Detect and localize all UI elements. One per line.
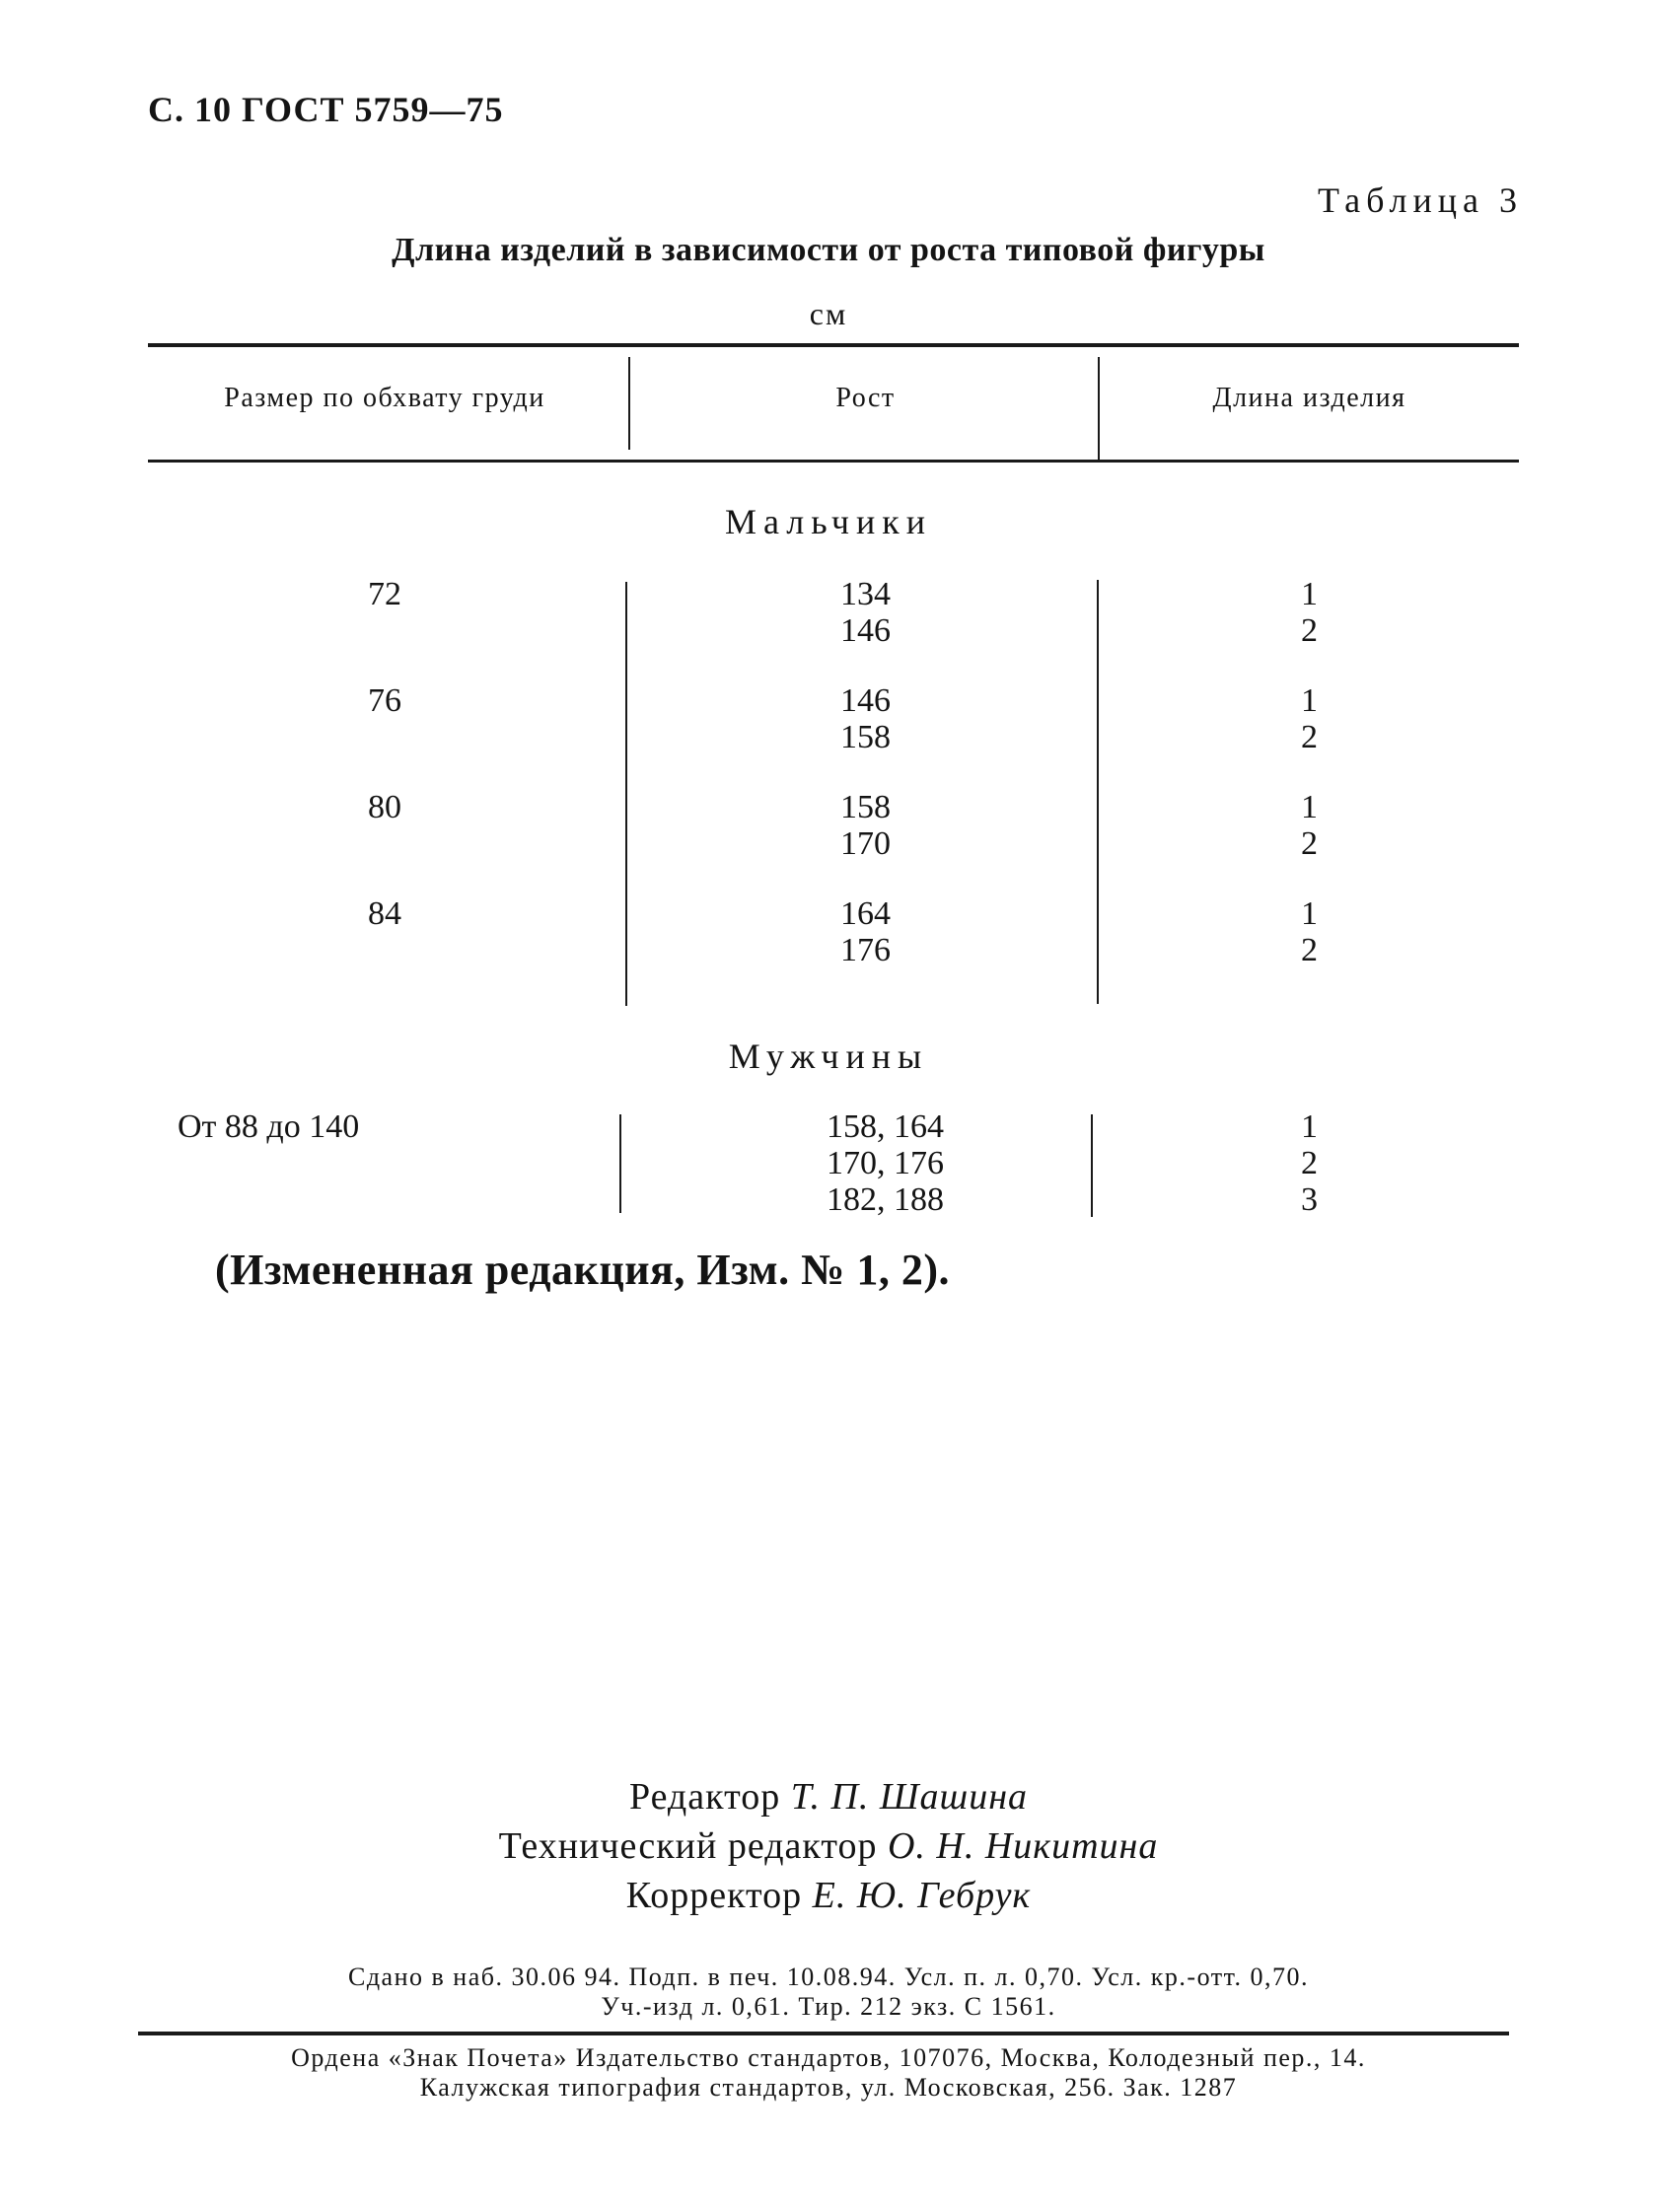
section-title-men: Мужчины [728,1036,929,1076]
imprint-line-2: Уч.-изд л. 0,61. Тир. 212 экз. С 1561. [601,1992,1056,2021]
column-header-height: Рост [835,383,896,413]
staff-name: Е. Ю. Гебрук [812,1875,1032,1916]
length-cell: 1 [1301,576,1318,612]
height-cell: 170, 176 [827,1145,944,1181]
length-cell: 2 [1301,932,1318,968]
length-cell: 1 [1301,789,1318,825]
chest-size-cell: От 88 до 140 [178,1108,360,1145]
staff-name: Т. П. Шашина [790,1776,1029,1818]
length-cell: 1 [1301,1108,1318,1145]
length-cell: 1 [1301,682,1318,719]
length-cell: 1 [1301,895,1318,932]
height-cell: 134 [840,576,891,612]
chest-size-cell: 84 [368,895,401,932]
table-title: Длина изделий в зависимости от роста типовой фигуры [392,232,1265,268]
header-divider-1 [628,357,630,450]
length-cell: 3 [1301,1181,1318,1218]
staff-name: О. Н. Никитина [887,1825,1159,1867]
height-cell: 164 [840,895,891,932]
imprint-line-1: Сдано в наб. 30.06 94. Подп. в печ. 10.08.94. Усл. п. л. 0,70. Усл. кр.-отт. 0,70. [347,1962,1310,1991]
staff-corrector [0,1874,1657,1917]
table-top-rule [148,343,1519,347]
height-cell: 182, 188 [827,1181,944,1218]
imprint-rule [138,2032,1509,2035]
staff-role: Корректор [625,1875,803,1916]
column-header-chest-size: Размер по обхвату груди [224,383,545,413]
table-header-rule [148,460,1519,463]
table-label: Таблица 3 [1318,180,1523,220]
staff-role: Редактор [628,1776,781,1818]
section-title-boys: Мальчики [724,502,933,541]
height-cell: 170 [840,825,891,862]
height-cell: 146 [840,682,891,719]
staff-editor [0,1775,1657,1819]
height-cell: 158, 164 [827,1108,944,1145]
height-cell: 146 [840,612,891,649]
column-header-length: Длина изделия [1212,383,1406,413]
length-cell: 2 [1301,1145,1318,1181]
height-cell: 158 [840,719,891,755]
imprint-line-3: Ордена «Знак Почета» Издательство стандартов, 107076, Москва, Колодезный пер., 14. [291,2043,1366,2072]
page-header: С. 10 ГОСТ 5759—75 [148,90,504,129]
height-cell: 158 [840,789,891,825]
table-unit: см [809,296,848,331]
imprint-line-4: Калужская типография стандартов, ул. Московская, 256. Зак. 1287 [419,2073,1238,2102]
amendment-note: (Измененная редакция, Изм. № 1, 2). [215,1246,950,1294]
length-cell: 2 [1301,825,1318,862]
length-cell: 2 [1301,719,1318,755]
staff-tech-editor [0,1824,1657,1868]
boys-divider-1 [625,582,627,1006]
chest-size-cell: 76 [368,682,401,719]
chest-size-cell: 80 [368,789,401,825]
height-cell: 176 [840,932,891,968]
length-cell: 2 [1301,612,1318,649]
staff-role: Технический редактор [498,1825,878,1867]
chest-size-cell: 72 [368,576,401,612]
